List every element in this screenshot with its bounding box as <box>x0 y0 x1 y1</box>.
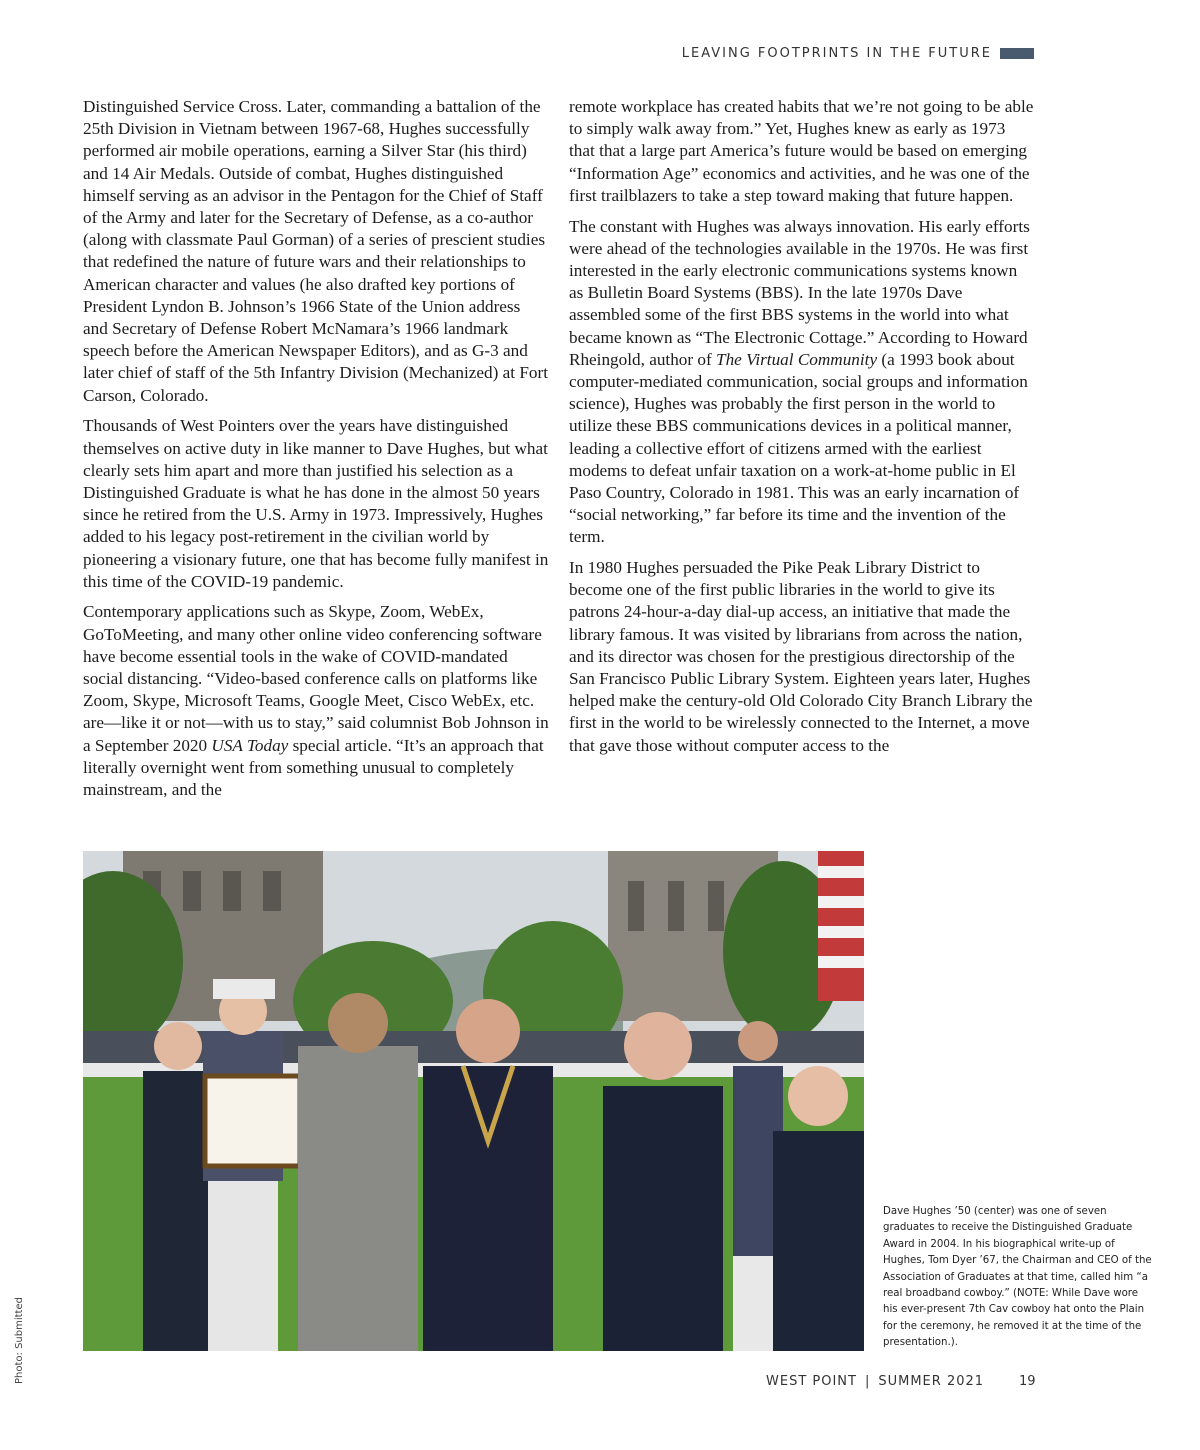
page-number: 19 <box>1019 1374 1036 1389</box>
right-paragraph-2 <box>569 216 1035 549</box>
issue-label: SUMMER 2021 <box>878 1374 985 1389</box>
left-paragraph-3-part-b: special article. “It’s an approach that literally overnight went from something unusual to completely mainstream, and the <box>83 735 544 800</box>
right-paragraph-3: In 1980 Hughes persuaded the Pike Peak Library District to become one of the first public libraries in the world to give its patrons 24-hour-a-day dial-up access, an initiative that made the library famous. It was visited by librarians from across the nation, and its director was chosen for the prestigious directorship of the San Francisco Public Library System. Eighteen years later, Hughes helped make the century-old Old Colorado City Branch Library the first in the world to be wirelessly connected to the Internet, a move that gave those without computer access to the <box>569 558 1033 755</box>
left-paragraph-3-part-a: Contemporary applications such as Skype, Zoom, WebEx, GoToMeeting, and many other online video conferencing software have become essential tools in the wake of COVID-mandated social distancing. “Video-based conference calls on platforms like Zoom, Skype, Microsoft Teams, Google Meet, Cisco WebEx, etc. are—like it or not—with us to stay,” said columnist Bob Johnson in a September 2020 <box>83 602 549 755</box>
photo-caption: Dave Hughes ’50 (center) was one of seven graduates to receive the Distinguished Graduate Award in 2004. In his biographical write-up of Hughes, Tom Dyer ’67, the Chairman and CEO of the Association of Graduates at that time, called him “a real broadband cowboy.” (NOTE: While Dave wore his ever-present 7th Cav cowboy hat onto the Plain for the ceremony, he removed it at the time of the presentation.). <box>883 1206 1152 1349</box>
running-head <box>682 46 1034 61</box>
ceremony-photo <box>83 851 864 1351</box>
left-paragraph-2: Thousands of West Pointers over the years have distinguished themselves on active duty in like manner to Dave Hughes, but what clearly sets him apart and more than justified his selection as a Distinguished Graduate is what he has done in the almost 50 years since he retired from the U.S. Army in 1973. Impressively, Hughes added to his legacy post-retirement in the civilian world by pioneering a visionary future, one that has become fully manifest in this time of the COVID-19 pandemic. <box>83 416 549 591</box>
right-paragraph-2-part-b: (a 1993 book about computer-mediated communication, social groups and information science), Hughes was probably the first person in the world to utilize these BBS communications devices in a political manner, leading a collective effort of citizens armed with the earliest modems to defeat unfair taxation on a work-at-home public in El Paso Country, Colorado in 1981. This was an early incarnation of “social networking,” far before its time and the invention of the term. <box>569 349 1028 547</box>
running-head-bar <box>1000 48 1034 59</box>
page-footer <box>766 1374 984 1389</box>
left-paragraph-3 <box>83 601 549 801</box>
left-column <box>83 96 549 810</box>
publication-name: WEST POINT <box>766 1374 857 1389</box>
footer-separator: | <box>864 1374 871 1389</box>
virtual-community-title: The Virtual Community <box>716 349 878 369</box>
running-head-title: LEAVING FOOTPRINTS IN THE FUTURE <box>681 46 992 61</box>
usa-today-title: USA Today <box>211 735 289 755</box>
photo-credit: Photo: Submitted <box>14 1297 25 1384</box>
right-paragraph-1: remote workplace has created habits that we’re not going to be able to simply walk away from.” Yet, Hughes knew as early as 1973 that that a large part America’s future would be based on emerging “Information Age” economics and activities, and he was one of the first trailblazers to take a step toward making that future happen. <box>569 97 1034 205</box>
left-paragraph-1: Distinguished Service Cross. Later, commanding a battalion of the 25th Division in Vietnam between 1967-68, Hughes successfully performed air mobile operations, earning a Silver Star (his third) and 14 Air Medals. Outside of combat, Hughes distinguished himself serving as an advisor in the Pentagon for the Chief of Staff of the Army and later for the Secretary of Defense, as a co-author (along with classmate Paul Gorman) of a series of prescient studies that redefined the nature of future wars and their relationships to American character and values (he also drafted key portions of President Lyndon B. Johnson’s 1966 State of the Union address and Secretary of Defense Robert McNamara’s 1966 landmark speech before the American Newspaper Editors), and as G-3 and later chief of staff of the 5th Infantry Division (Mechanized) at Fort Carson, Colorado. <box>83 97 549 405</box>
right-paragraph-2-part-a: The constant with Hughes was always innovation. His early efforts were ahead of the technologies available in the 1970s. He was first interested in the early electronic communications systems known as Bulletin Board Systems (BBS). In the late 1970s Dave assembled some of the first BBS systems in the world into what became known as “The Electronic Cottage.” According to Howard Rheingold, author of <box>569 216 1030 369</box>
right-column <box>569 96 1035 765</box>
